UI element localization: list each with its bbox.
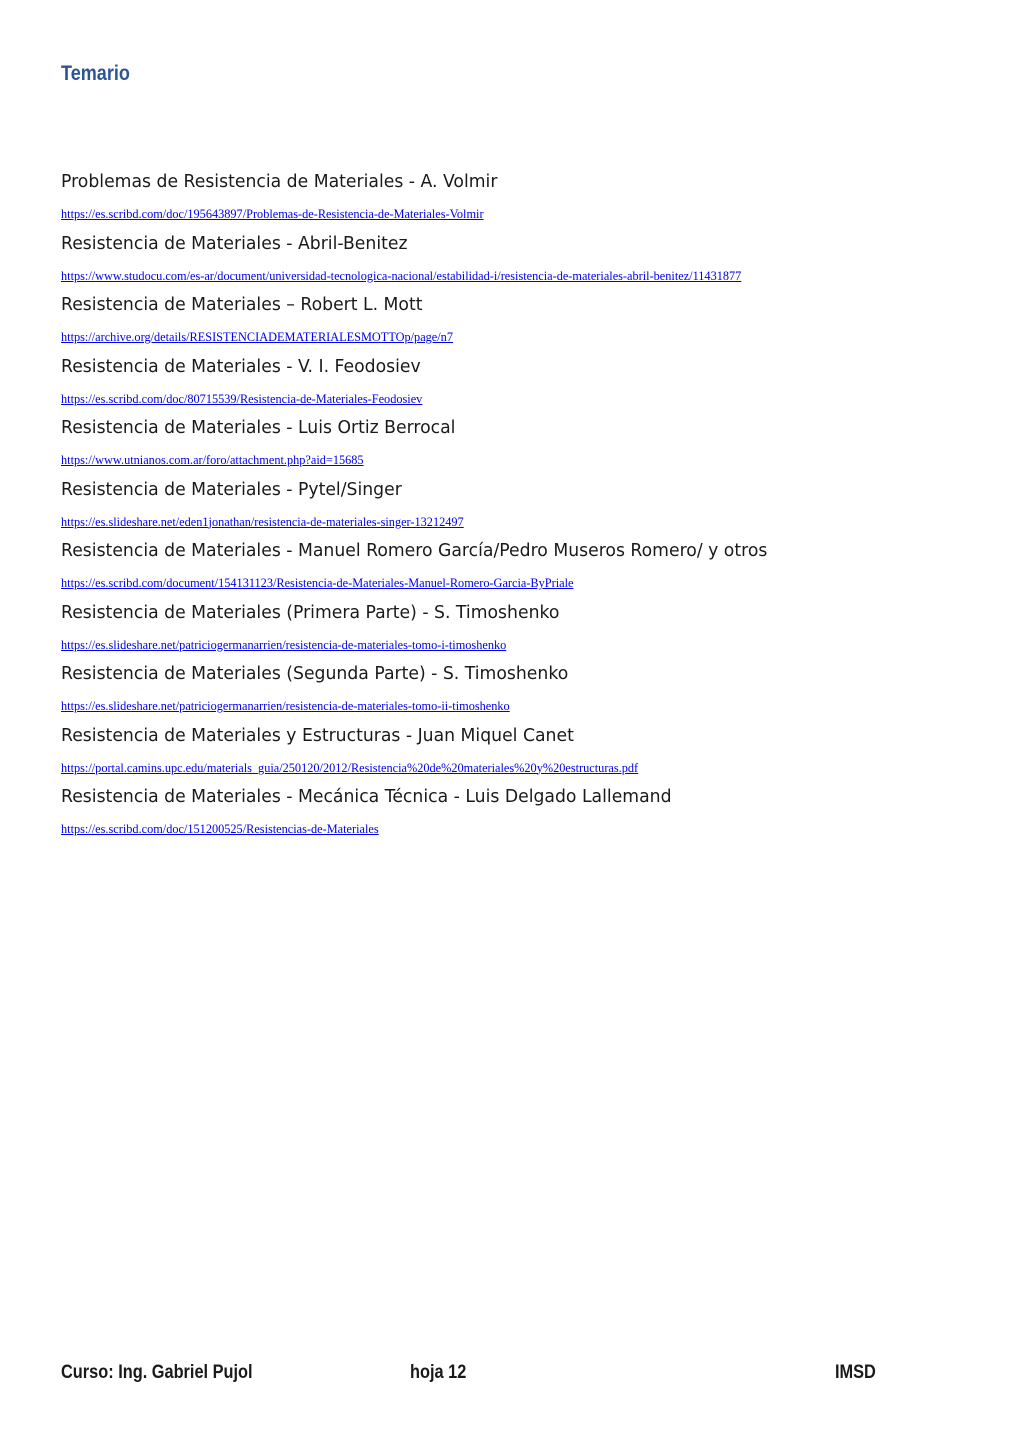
list-item [61,232,961,294]
list-item [61,601,961,663]
reference-title: Resistencia de Materiales - Luis Ortiz Berrocal [61,418,456,438]
list-item [61,293,961,355]
reference-link[interactable]: https://www.studocu.com/es-ar/document/universidad-tecnologica-nacional/estabilidad-i/resistencia-de-materiales-abril-benitez/11431877 [61,268,742,283]
reference-title: Resistencia de Materiales (Primera Parte) - S. Timoshenko [61,602,560,623]
reference-link[interactable]: https://archive.org/details/RESISTENCIADEMATERIALESMOTTOp/page/n7 [61,330,453,344]
list-item [61,478,961,540]
list-item [61,724,961,786]
reference-list [61,170,961,847]
reference-link[interactable]: https://es.slideshare.net/patriciogermanarrien/resistencia-de-materiales-tomo-ii-timoshenko [61,699,510,713]
reference-link[interactable]: https://es.slideshare.net/patriciogermanarrien/resistencia-de-materiales-tomo-i-timoshenko [61,637,507,652]
reference-link[interactable]: https://es.scribd.com/document/154131123/Resistencia-de-Materiales-Manuel-Romero-Garcia-ByPriale [61,576,574,590]
reference-link[interactable]: https://es.scribd.com/doc/80715539/Resistencia-de-Materiales-Feodosiev [61,391,423,406]
list-item [61,539,961,601]
reference-link[interactable]: https://es.scribd.com/doc/151200525/Resistencias-de-Materiales [61,822,379,836]
reference-title: Resistencia de Materiales y Estructuras - Juan Miquel Canet [61,725,574,746]
reference-title: Resistencia de Materiales - Mecánica Técnica - Luis Delgado Lallemand [61,787,672,807]
list-item [61,355,961,417]
footer-page-number: hoja 12 [410,1362,467,1383]
footer-course: Curso: Ing. Gabriel Pujol [61,1362,253,1383]
reference-link[interactable]: https://es.slideshare.net/eden1jonathan/resistencia-de-materiales-singer-13212497 [61,514,464,529]
list-item [61,170,961,232]
list-item [61,662,961,724]
reference-title: Resistencia de Materiales - Pytel/Singer [61,479,402,500]
reference-title: Resistencia de Materiales - Manuel Romero García/Pedro Museros Romero/ y otros [61,541,768,561]
reference-title: Resistencia de Materiales – Robert L. Mott [61,295,423,315]
reference-link[interactable]: https://es.scribd.com/doc/195643897/Problemas-de-Resistencia-de-Materiales-Volmir [61,207,484,221]
page-title: Temario [61,62,130,85]
reference-title: Problemas de Resistencia de Materiales - A. Volmir [61,172,498,192]
reference-title: Resistencia de Materiales - V. I. Feodosiev [61,356,421,377]
footer-institution: IMSD [835,1362,876,1383]
list-item [61,416,961,478]
reference-link[interactable]: https://portal.camins.upc.edu/materials_guia/250120/2012/Resistencia%20de%20materiales%20y%20estructuras.pdf [61,760,639,775]
reference-title: Resistencia de Materiales (Segunda Parte) - S. Timoshenko [61,664,569,684]
page-footer [61,1362,881,1386]
reference-link[interactable]: https://www.utnianos.com.ar/foro/attachment.php?aid=15685 [61,453,364,467]
reference-title: Resistencia de Materiales - Abril-Benitez [61,233,408,254]
list-item [61,785,961,847]
